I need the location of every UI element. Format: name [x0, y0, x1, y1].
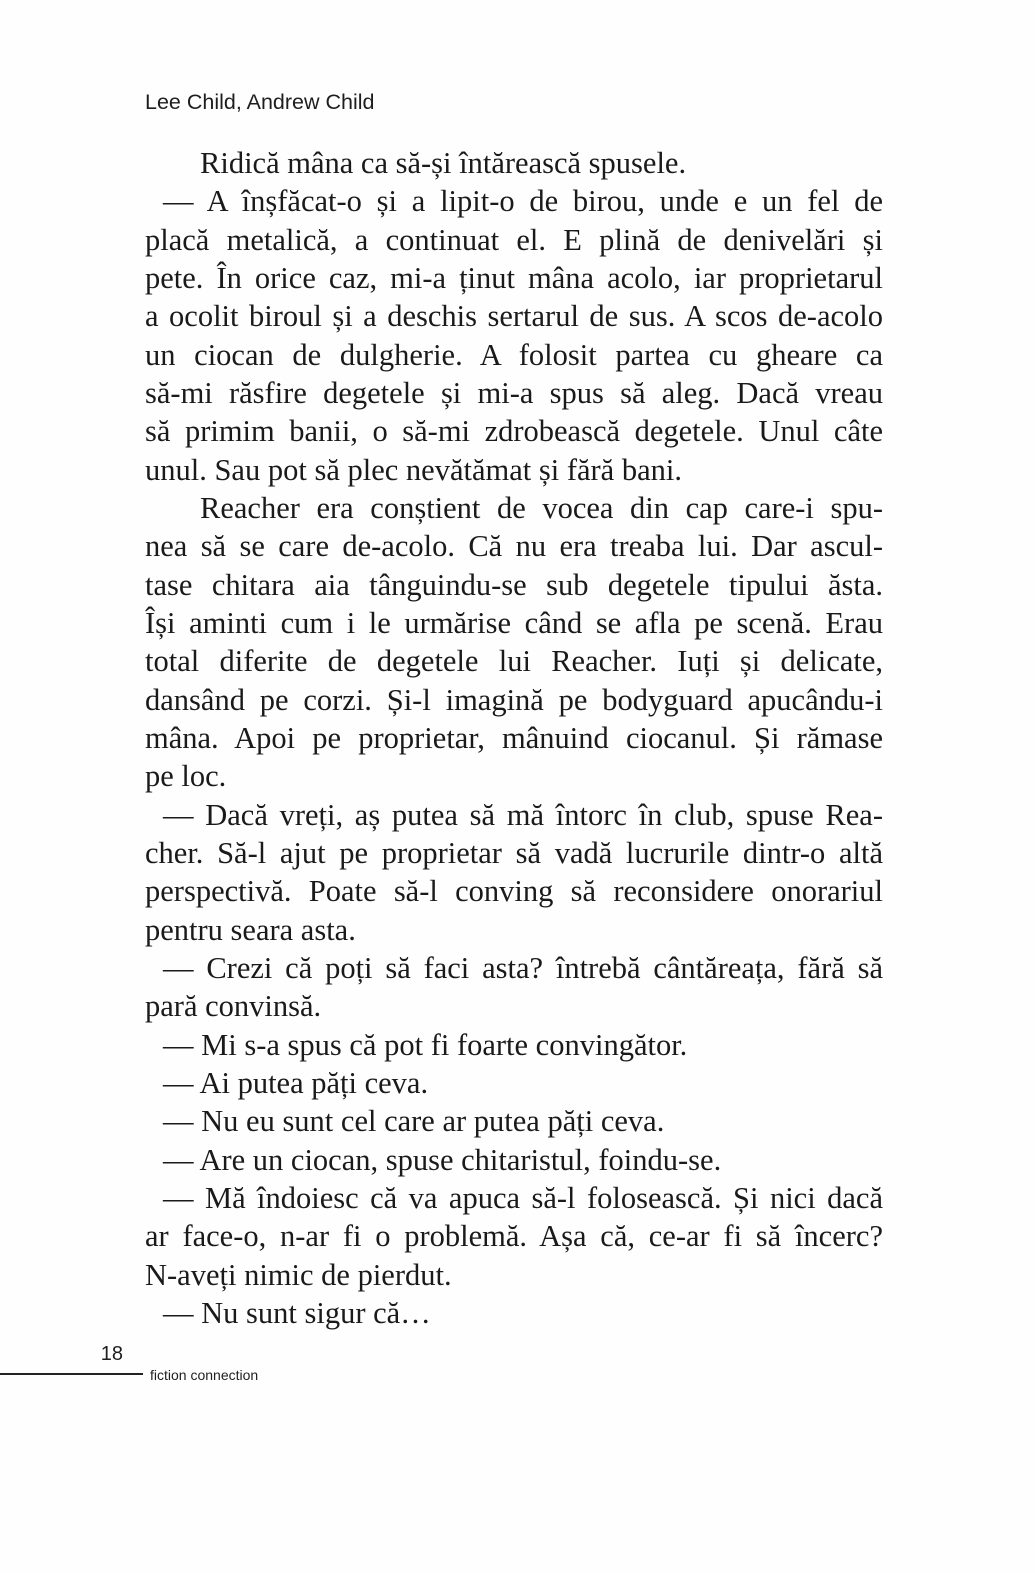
dialogue-paragraph: [145, 1294, 883, 1332]
text-line: — A înșfăcat-o și a lipit-o de birou, unde e un fel de: [163, 184, 883, 219]
text-line: unul. Sau pot să plec nevătămat și fără bani.: [145, 452, 682, 487]
text-line: total diferite de degetele lui Reacher. Iuți și delicate,: [145, 644, 883, 679]
dialogue-paragraph: [145, 1141, 883, 1179]
text-line: mâna. Apoi pe proprietar, mânuind ciocanul. Și rămase: [145, 720, 883, 755]
text-line: a ocolit biroul și a deschis sertarul de sus. A scos de-acolo: [145, 299, 883, 334]
text-line: un ciocan de dulgherie. A folosit partea cu gheare ca: [145, 337, 883, 372]
text-line: să primim banii, o să-mi zdrobească degetele. Unul câte: [145, 414, 883, 449]
text-line: Își aminti cum i le urmărise când se afla pe scenă. Erau: [145, 605, 883, 640]
dialogue-paragraph: [145, 182, 883, 489]
text-line: N-aveți nimic de pierdut.: [145, 1257, 452, 1292]
text-line: pentru seara asta.: [145, 912, 356, 947]
text-line: — Are un ciocan, spuse chitaristul, foindu-se.: [163, 1142, 722, 1177]
narrative-paragraph: [145, 489, 883, 796]
page-number: 18: [100, 1343, 123, 1365]
text-line: — Dacă vreți, aș putea să mă întorc în club, spuse Rea-: [163, 797, 883, 832]
text-line: perspectivă. Poate să-l conving să reconsidere onorariul: [145, 874, 883, 909]
text-line: placă metalică, a continuat el. E plină de denivelări și: [145, 222, 883, 257]
dialogue-paragraph: [145, 1026, 883, 1064]
narrative-paragraph: [145, 144, 883, 182]
text-line: — Ai putea păți ceva.: [163, 1065, 429, 1100]
text-line: — Mă îndoiesc că va apuca să-l folosească. Și nici dacă: [163, 1180, 883, 1215]
running-head: Lee Child, Andrew Child: [145, 90, 375, 114]
imprint-label: fiction connection: [150, 1367, 259, 1383]
text-line: nea să se care de-acolo. Că nu era treaba lui. Dar ascul-: [145, 529, 883, 564]
dialogue-paragraph: [145, 1102, 883, 1140]
text-line: — Nu sunt sigur că…: [163, 1295, 431, 1330]
text-line: pe loc.: [145, 759, 227, 794]
footer-rule: [0, 1373, 143, 1375]
body-text: [145, 144, 883, 1332]
text-line: — Mi s-a spus că pot fi foarte convingător.: [163, 1027, 688, 1062]
text-line: să-mi răsfire degetele și mi-a spus să aleg. Dacă vreau: [145, 375, 883, 410]
text-line: ar face-o, n-ar fi o problemă. Așa că, ce-ar fi să încerc?: [145, 1219, 883, 1254]
text-line: Reacher era conștient de vocea din cap care-i spu-: [200, 490, 883, 525]
dialogue-paragraph: [145, 1179, 883, 1294]
text-line: tase chitara aia tânguindu-se sub degetele tipului ăsta.: [145, 567, 883, 602]
dialogue-paragraph: [145, 949, 883, 1026]
text-line: — Nu eu sunt cel care ar putea păți ceva.: [163, 1104, 665, 1139]
text-line: dansând pe corzi. Și-l imagină pe bodyguard apucându-i: [145, 682, 883, 717]
text-line: pete. În orice caz, mi-a ținut mâna acolo, iar proprietarul: [145, 260, 883, 295]
text-line: — Crezi că poți să faci asta? întrebă cântăreața, fără să: [163, 950, 883, 985]
dialogue-paragraph: [145, 796, 883, 949]
text-line: Ridică mâna ca să-și întărească spusele.: [200, 146, 687, 180]
text-line: pară convinsă.: [145, 989, 322, 1024]
text-line: cher. Să-l ajut pe proprietar să vadă lucrurile dintr-o altă: [145, 835, 883, 870]
dialogue-paragraph: [145, 1064, 883, 1102]
